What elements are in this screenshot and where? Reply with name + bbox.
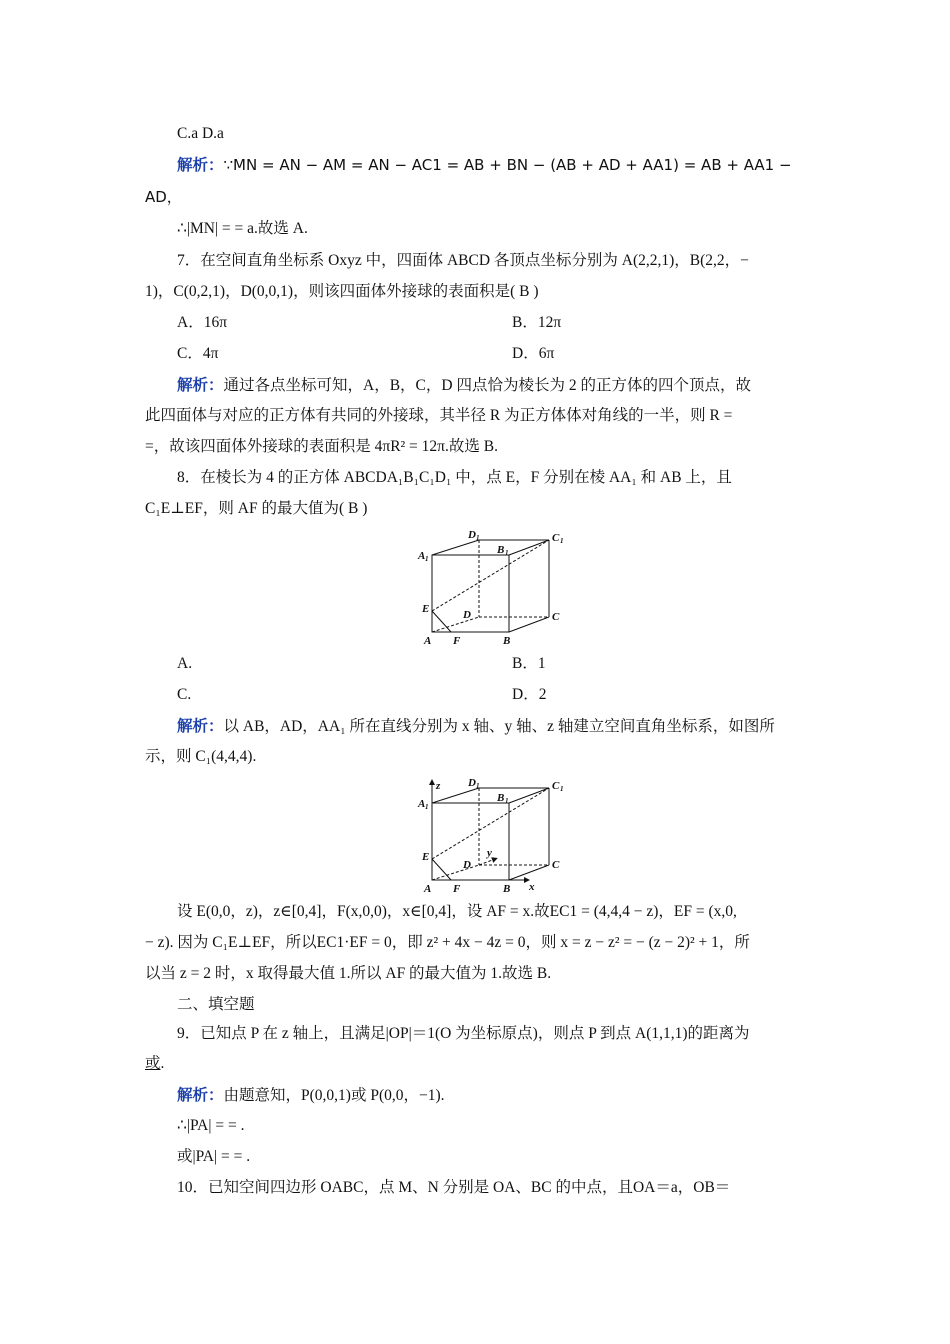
label-a1: A [418, 550, 426, 562]
q9-answer: 或 [145, 1055, 161, 1072]
q7-option-d: D．6π [512, 345, 555, 362]
label2-b: B [503, 883, 511, 895]
q8-solution-line1 [177, 715, 775, 738]
q9-solution-line2: ∴|PA| = = . [177, 1117, 245, 1134]
q8-coordinate-figure [415, 776, 575, 896]
label2-d1-sub: 1 [476, 782, 480, 790]
q6-options-cd: C.a D.a [177, 125, 224, 142]
label2-a1-sub: 1 [425, 803, 429, 811]
y-axis [479, 859, 495, 865]
label-c: C [552, 611, 560, 623]
label-a: A [424, 635, 432, 647]
label2-b1: B [497, 792, 505, 804]
label2-d1: D [468, 777, 476, 789]
label2-c1-sub: 1 [560, 785, 564, 793]
segment-ec1 [432, 540, 549, 611]
label-f: F [453, 635, 461, 647]
q7-stem-line1: 7．在空间直角坐标系 Oxyz 中，四面体 ABCD 各顶点坐标分别为 A(2,2,1)，B(2,2，− [177, 252, 749, 269]
solution-label: 解析： [177, 376, 224, 394]
solution-label: 解析： [177, 156, 224, 174]
q7-solution-line2: 此四面体与对应的正方体有共同的外接球，其半径 R 为正方体体对角线的一半，则 R = [145, 407, 733, 424]
label2-f: F [453, 883, 461, 895]
label-d1: D [468, 529, 476, 541]
axes-cube-b1c1 [509, 788, 549, 803]
q8-solution-text1: 以 AB，AD，AA₁ 所在直线分别为 x 轴、y 轴、z 轴建立空间直角坐标系，如图所 [223, 718, 775, 735]
q9-solution-text1: 由题意知，P(0,0,1)或 P(0,0，−1). [223, 1087, 445, 1104]
section-title: 二、填空题 [177, 996, 255, 1013]
q7-solution-text1: 通过各点坐标可知，A，B，C，D 四点恰为棱长为 2 的正方体的四个顶点，故 [223, 377, 751, 394]
q7-option-c: C．4π [177, 345, 219, 362]
label-d: D [463, 609, 471, 621]
cube-axes-diagram [415, 776, 575, 896]
label-b: B [503, 635, 511, 647]
q8-solution-line3: 设 E(0,0，z)，z∈[0,4]，F(x,0,0)，x∈[0,4]，设 AF = x.故EC1 = (4,4,4 − z)，EF = (x,0, [177, 903, 737, 920]
q8-solution-line4: − z). 因为 C₁E⊥EF，所以EC1·EF = 0，即 z² + 4x − 4z = 0，则 x = z − z² = − (z − 2)² + 1，所 [145, 934, 750, 951]
q7-solution-line1 [177, 374, 751, 397]
label2-a1: A [418, 798, 426, 810]
q8-stem-line1: 8．在棱长为 4 的正方体 ABCDA₁B₁C₁D₁ 中，点 E，F 分别在棱 AA₁ 和 AB 上，且 [177, 469, 732, 486]
label-e: E [422, 603, 430, 615]
q8-solution-line2: 示，则 C₁(4,4,4). [145, 748, 257, 765]
q7-option-a: A．16π [177, 314, 228, 331]
q9-answer-tail: . [160, 1055, 165, 1072]
q9-answer-line [145, 1053, 164, 1075]
label-b1-sub: 1 [505, 549, 509, 557]
q6-solution-line3: ∴|MN| = = a.故选 A. [177, 220, 308, 237]
q8-option-b: B．1 [512, 655, 546, 672]
q8-option-a: A. [177, 655, 193, 672]
q8-option-d: D．2 [512, 686, 547, 703]
q8-option-c: C. [177, 686, 192, 703]
solution-label: 解析： [177, 717, 224, 735]
label2-d: D [463, 859, 471, 871]
q6-solution-line2: AD， [145, 188, 182, 206]
q6-solution-line1 [177, 154, 792, 177]
q9-stem-line1: 9．已知点 P 在 z 轴上，且满足|OP|＝1(O 为坐标原点)，则点 P 到点 A(1,1,1)的距离为 [177, 1025, 750, 1042]
axis-label-x: x [529, 881, 535, 893]
q10-stem-line1: 10．已知空间四边形 OABC，点 M、N 分别是 OA、BC 的中点，且OA＝a，OB＝ [177, 1179, 731, 1196]
label2-b1-sub: 1 [505, 797, 509, 805]
axes-cube-bc [509, 865, 549, 880]
cube-edge-b1c1 [509, 540, 549, 555]
label2-a: A [424, 883, 432, 895]
label-c1-sub: 1 [560, 537, 564, 545]
label2-c: C [552, 859, 560, 871]
cube-edge-a1d1 [432, 540, 479, 555]
label-b1: B [497, 544, 505, 556]
q8-cube-figure [415, 528, 575, 650]
cube-diagram [415, 528, 575, 650]
q7-option-b: B．12π [512, 314, 562, 331]
label-c1: C [552, 532, 560, 544]
axis-label-z: z [436, 780, 441, 792]
label-a1-sub: 1 [425, 555, 429, 563]
label2-c1: C [552, 780, 560, 792]
q9-solution-line3: 或|PA| = = . [177, 1148, 251, 1165]
q7-stem-line2: 1)，C(0,2,1)，D(0,0,1)，则该四面体外接球的表面积是( B ) [145, 283, 539, 300]
label-d1-sub: 1 [476, 534, 480, 542]
q8-solution-line5: 以当 z = 2 时，x 取得最大值 1.所以 AF 的最大值为 1.故选 B. [145, 965, 552, 982]
q6-solution-text1: ∵MN = AN − AM = AN − AC1 = AB + BN − (AB + AD + AA1) = AB + AA1 − [223, 156, 792, 174]
q8-stem-line2: C₁E⊥EF，则 AF 的最大值为( B ) [145, 500, 368, 517]
cube-edge-bc [509, 617, 549, 632]
label2-e: E [422, 851, 430, 863]
q9-solution-line1 [177, 1084, 445, 1107]
axis-label-y: y [487, 847, 492, 859]
solution-label: 解析： [177, 1086, 224, 1104]
q7-solution-line3: =，故该四面体外接球的表面积是 4πR² = 12π.故选 B. [145, 438, 498, 455]
